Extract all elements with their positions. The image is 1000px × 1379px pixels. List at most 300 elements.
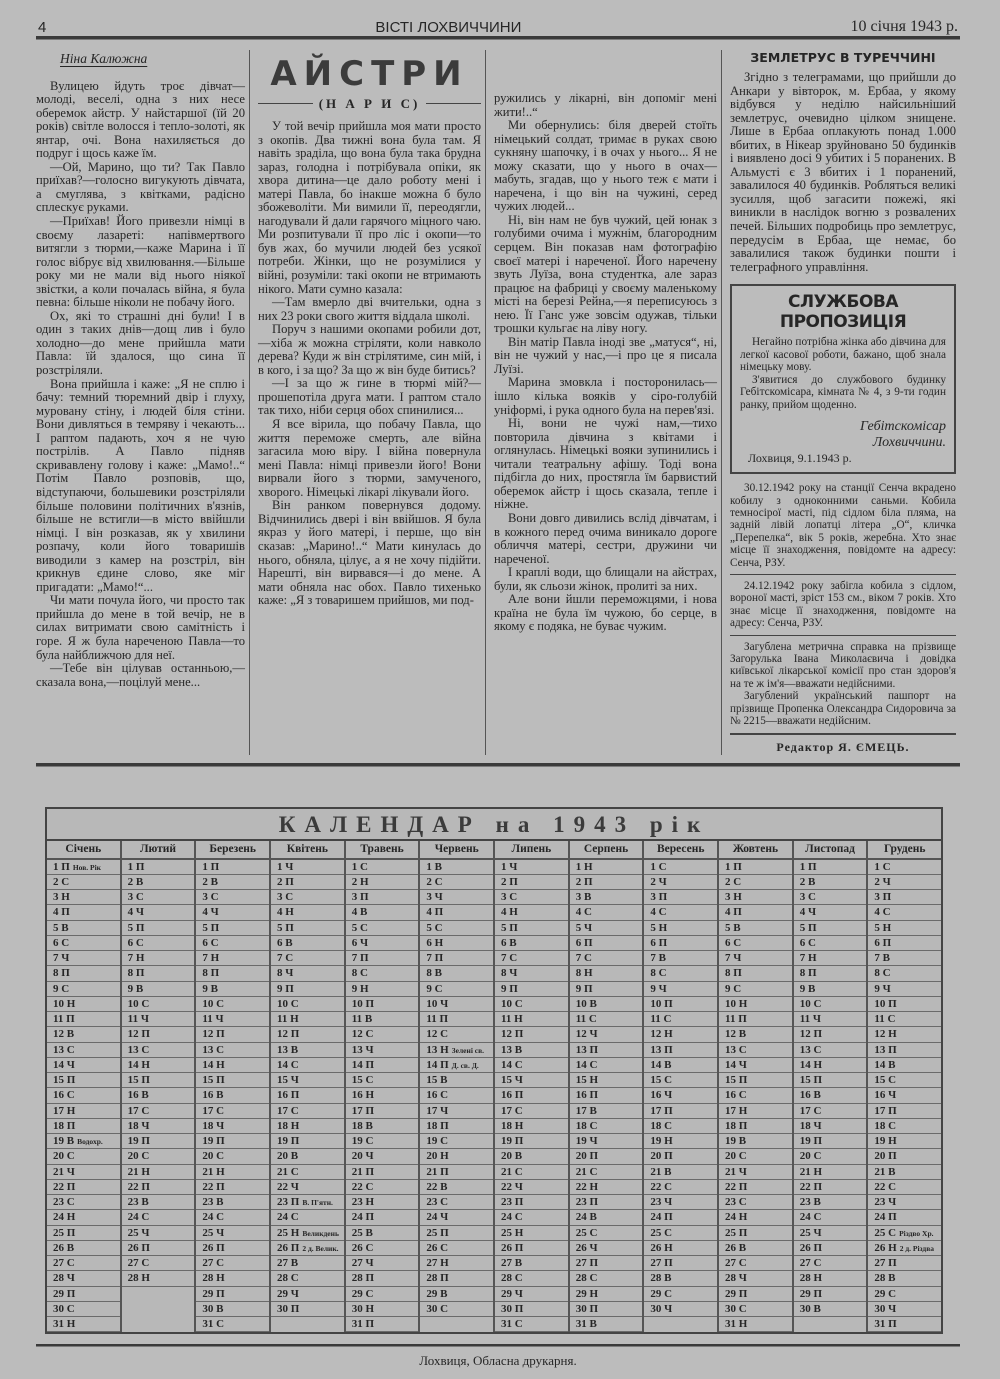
paragraph: Ні, він нам не був чужий, цей юнак з голубими очима і мужнім, благородним серцем. Він показав нам фотографію своєї матері і нареченої. Його наречену звуть Луїза, вона студентка, але зараз працює на фабриці у своєму маленькому місті на березі Рейна,—я переписуюсь з нею. Її Ганс уже зовсім одужав, тільки трошки кульгає на ліву ногу.	[494, 212, 717, 336]
notice-place-date: Лохвиця, 9.1.1943 р.	[748, 451, 852, 466]
calendar-day: 24 С	[196, 1210, 269, 1225]
calendar-day: 20 Н	[420, 1149, 493, 1164]
story-column-1	[36, 50, 250, 755]
calendar-day: 16 В	[196, 1088, 269, 1103]
calendar-day: 8 П	[196, 966, 269, 981]
calendar-day: 19 С	[420, 1134, 493, 1149]
calendar-day: 25 В	[346, 1226, 419, 1241]
calendar-day: 31 С	[196, 1317, 269, 1332]
calendar-day: 30 П	[495, 1302, 568, 1317]
calendar-day: 3 С	[196, 890, 269, 905]
calendar-day: 23 П В. П'ятн.	[271, 1195, 344, 1210]
calendar-day: 2 Ч	[644, 875, 717, 890]
footer-rule	[36, 1344, 960, 1347]
calendar-day: 16 П	[495, 1088, 568, 1103]
calendar-day: 31 В	[570, 1317, 643, 1332]
calendar-day: 14 Ч	[47, 1058, 120, 1073]
calendar-day: 17 С	[271, 1104, 344, 1119]
calendar-day: 25 С	[570, 1226, 643, 1241]
newspaper-name: ВІСТІ ЛОХВИЧЧИНИ	[375, 19, 522, 36]
masthead	[36, 18, 960, 36]
calendar-day: 27 П	[570, 1256, 643, 1271]
calendar-day: 15 С	[346, 1073, 419, 1088]
calendar-day: 12 В	[47, 1027, 120, 1042]
classified-ad: Загублена метрична справка на прізвище Загорулька Івана Миколаєвича і довідка київської лікарської комісії про стан здоров'я на те ж ім'я—вважати недійсними.	[730, 640, 956, 690]
paragraph: Ні, вони не чужі нам,—тихо повторила дівчина з квітами і оглянулась. Німецькі вояки зупинились і читали театральну афішу. Тоді вона підбігла до них, простягла їм барвистий оберемок айстр і щось сказала, тепле і ніжне.	[494, 416, 717, 512]
calendar-1943	[45, 807, 943, 1335]
calendar-day: 25 П	[719, 1226, 792, 1241]
month-name: Листопад	[794, 841, 867, 860]
calendar-empty-cell	[271, 1317, 344, 1331]
month-column	[644, 841, 719, 1333]
calendar-day: 29 Ч	[271, 1287, 344, 1302]
calendar-day: 3 Ч	[420, 890, 493, 905]
calendar-day: 25 Н	[495, 1226, 568, 1241]
calendar-day: 5 П	[794, 921, 867, 936]
calendar-day: 2 В	[794, 875, 867, 890]
calendar-day: 7 Н	[794, 951, 867, 966]
month-column	[719, 841, 794, 1333]
calendar-day: 30 Ч	[644, 1302, 717, 1317]
calendar-day: 3 П	[346, 890, 419, 905]
calendar-day: 12 П	[271, 1027, 344, 1042]
calendar-day: 29 С	[644, 1287, 717, 1302]
calendar-day: 9 Ч	[644, 982, 717, 997]
calendar-day: 1 В	[420, 860, 493, 875]
calendar-day: 11 Н	[495, 1012, 568, 1027]
calendar-day: 7 Н	[196, 951, 269, 966]
calendar-day: 20 В	[495, 1149, 568, 1164]
calendar-day: 7 П	[420, 951, 493, 966]
calendar-day: 20 В	[271, 1149, 344, 1164]
calendar-day: 16 С	[420, 1088, 493, 1103]
paragraph: Він матір Павла іноді зве „матуся“, ні, він не чужий у нас,—і про це я писала Луїзі.	[494, 334, 717, 376]
calendar-day: 8 С	[868, 966, 941, 981]
calendar-day: 19 П	[271, 1134, 344, 1149]
calendar-day: 15 Ч	[495, 1073, 568, 1088]
calendar-day: 7 Ч	[47, 951, 120, 966]
right-column	[730, 50, 956, 755]
calendar-day: 11 П	[47, 1012, 120, 1027]
calendar-day: 28 Н	[122, 1271, 195, 1286]
month-name: Грудень	[868, 841, 941, 860]
calendar-day: 11 Ч	[196, 1012, 269, 1027]
calendar-day: 19 П	[495, 1134, 568, 1149]
calendar-day: 29 С	[346, 1287, 419, 1302]
calendar-day: 14 П	[346, 1058, 419, 1073]
subtitle-frame	[258, 96, 481, 112]
calendar-day: 7 С	[495, 951, 568, 966]
calendar-day: 30 Ч	[868, 1302, 941, 1317]
calendar-day: 21 С	[570, 1165, 643, 1180]
separator	[730, 733, 956, 735]
calendar-day: 26 С	[346, 1241, 419, 1256]
calendar-day: 27 П	[644, 1256, 717, 1271]
calendar-day: 16 Ч	[868, 1088, 941, 1103]
calendar-day: 21 П	[346, 1165, 419, 1180]
calendar-day: 19 П	[794, 1134, 867, 1149]
calendar-empty-cell	[122, 1287, 195, 1301]
calendar-day: 31 С	[495, 1317, 568, 1332]
calendar-day: 2 П	[570, 875, 643, 890]
classified-ad: Загублений український пашпорт на прізвище Пропенка Олександра Сидоровича за № 2215—вважати недійсним.	[730, 690, 956, 728]
calendar-day: 10 С	[196, 997, 269, 1012]
calendar-day: 31 П	[346, 1317, 419, 1332]
calendar-day: 27 С	[47, 1256, 120, 1271]
paragraph: —Тебе він цілував останньою,—сказала вона,—поцілуй мене...	[36, 661, 245, 689]
calendar-day: 30 В	[794, 1302, 867, 1317]
calendar-day: 23 В	[196, 1195, 269, 1210]
paragraph: Чи мати почула його, чи просто так прийшла до мене в той вечір, не в силах витримати свою самітність і горе. Я ж була нареченою Павла—то була найближчою для неї.	[36, 593, 245, 662]
month-column	[346, 841, 421, 1333]
calendar-day: 20 С	[122, 1149, 195, 1164]
calendar-day: 8 В	[420, 966, 493, 981]
calendar-day: 30 С	[719, 1302, 792, 1317]
calendar-day: 26 П	[794, 1241, 867, 1256]
calendar-day: 1 П	[196, 860, 269, 875]
calendar-day: 23 В	[122, 1195, 195, 1210]
calendar-day: 26 Ч	[570, 1241, 643, 1256]
calendar-day: 22 С	[868, 1180, 941, 1195]
calendar-day: 16 В	[794, 1088, 867, 1103]
calendar-day: 22 Ч	[271, 1180, 344, 1195]
calendar-day: 28 В	[644, 1271, 717, 1286]
calendar-day: 23 В	[794, 1195, 867, 1210]
calendar-day: 5 Н	[868, 921, 941, 936]
notice-signature: Лохвиччини.	[872, 435, 946, 451]
paragraph: ружились у лікарні, він допоміг мені жити!..“	[494, 91, 717, 119]
calendar-day: 31 Н	[47, 1317, 120, 1332]
calendar-day: 9 С	[420, 982, 493, 997]
calendar-day: 15 В	[420, 1073, 493, 1088]
calendar-day: 28 В	[868, 1271, 941, 1286]
calendar-day: 5 П	[196, 921, 269, 936]
calendar-day: 22 П	[719, 1180, 792, 1195]
calendar-day: 9 П	[570, 982, 643, 997]
paragraph: Марина змовкла і посторонилась—ішло кілька вояків у сіро-голубій уніформі, і рука одного була на перев'язі.	[494, 375, 717, 417]
calendar-day: 21 С	[271, 1165, 344, 1180]
paragraph: Вулицею йдуть троє дівчат—молоді, веселі, одна з них несе оберемок айстр. У найстаршої (їй 20 років) світле волосся і тепло-золоті, як янтар, очі. Вона нахиляється до подруг і щось каже їм.	[36, 78, 245, 161]
calendar-day: 2 Ч	[868, 875, 941, 890]
month-column	[47, 841, 122, 1333]
calendar-day: 20 Ч	[346, 1149, 419, 1164]
calendar-day: 27 В	[495, 1256, 568, 1271]
calendar-day: 18 В	[346, 1119, 419, 1134]
calendar-day: 13 С	[122, 1043, 195, 1058]
calendar-day: 13 П	[868, 1043, 941, 1058]
calendar-day: 24 Н	[719, 1210, 792, 1225]
calendar-day: 6 Н	[420, 936, 493, 951]
calendar-day: 20 С	[47, 1149, 120, 1164]
calendar-day: 25 С	[644, 1226, 717, 1241]
calendar-day: 30 С	[420, 1302, 493, 1317]
calendar-day: 4 Ч	[794, 905, 867, 920]
holiday-note: В. П'ятн.	[302, 1198, 333, 1208]
calendar-day: 15 Н	[570, 1073, 643, 1088]
calendar-day: 18 Н	[271, 1119, 344, 1134]
calendar-day: 28 Ч	[719, 1271, 792, 1286]
calendar-day: 15 С	[644, 1073, 717, 1088]
calendar-day: 4 С	[644, 905, 717, 920]
calendar-day: 29 П	[47, 1287, 120, 1302]
calendar-day: 14 В	[868, 1058, 941, 1073]
story-column-2	[258, 50, 486, 755]
holiday-note: Великдень	[302, 1228, 339, 1238]
calendar-day: 28 П	[346, 1271, 419, 1286]
calendar-day: 22 Н	[570, 1180, 643, 1195]
month-name: Березень	[196, 841, 269, 860]
calendar-day: 28 Ч	[47, 1271, 120, 1286]
classified-ad: 24.12.1942 року забігла кобила з сідлом, вороної масті, зріст 153 см., віком 7 років. Хто знає місце її знаходження, повідомте на адресу: Сенча, РЗУ.	[730, 580, 956, 630]
calendar-day: 16 С	[47, 1088, 120, 1103]
calendar-day: 19 С	[346, 1134, 419, 1149]
paragraph: Я все вірила, що побачу Павла, що життя переможе смерть, але війна загасила мою віру. І війна повернула мені Павла: німці привезли його! Вони вирвали його з тюрми, замученого, хворого. Німецькі лікарі лікували його.	[258, 417, 481, 499]
paragraph: Ох, які то страшні дні були! І в один з таких днів—дощ лив і було холодно—до мене прийшла мати Павла: їй здалося, що сина її розстріляли.	[36, 308, 245, 378]
calendar-day: 30 Н	[346, 1302, 419, 1317]
calendar-day: 29 П	[196, 1287, 269, 1302]
calendar-day: 13 С	[719, 1043, 792, 1058]
calendar-day: 11 С	[570, 1012, 643, 1027]
holiday-note: Зелені св.	[451, 1045, 485, 1055]
calendar-day: 27 С	[196, 1256, 269, 1271]
calendar-day: 3 П	[868, 890, 941, 905]
calendar-day: 7 С	[570, 951, 643, 966]
calendar-day: 1 Ч	[271, 860, 344, 875]
calendar-day: 9 П	[495, 982, 568, 997]
calendar-day: 2 С	[420, 875, 493, 890]
month-name: Червень	[420, 841, 493, 860]
calendar-day: 17 Ч	[420, 1104, 493, 1119]
calendar-day: 1 П	[719, 860, 792, 875]
paragraph: Вони довго дивились вслід дівчатам, і в кожного перед очима виникало дороге обличчя матері, сестри, дружини чи нареченої.	[494, 510, 717, 566]
calendar-day: 21 В	[644, 1165, 717, 1180]
calendar-grid	[47, 841, 941, 1333]
calendar-day: 18 С	[868, 1119, 941, 1134]
calendar-day: 9 В	[196, 982, 269, 997]
calendar-day: 10 П	[868, 997, 941, 1012]
calendar-day: 4 Ч	[122, 905, 195, 920]
calendar-day: 18 П	[420, 1119, 493, 1134]
calendar-day: 7 Ч	[719, 951, 792, 966]
holiday-note: 2 д. Різдва	[899, 1243, 935, 1253]
calendar-day: 16 В	[122, 1088, 195, 1103]
calendar-day: 28 П	[420, 1271, 493, 1286]
articles-section	[36, 50, 960, 755]
calendar-day: 7 В	[868, 951, 941, 966]
calendar-day: 18 Ч	[196, 1119, 269, 1134]
calendar-day: 24 С	[794, 1210, 867, 1225]
calendar-day: 2 Н	[346, 875, 419, 890]
month-column	[495, 841, 570, 1333]
calendar-day: 25 С Різдво Хр.	[868, 1226, 941, 1241]
page-number: 4	[38, 19, 47, 36]
calendar-day: 27 В	[271, 1256, 344, 1271]
calendar-day: 9 В	[122, 982, 195, 997]
calendar-day: 16 Ч	[644, 1088, 717, 1103]
calendar-day: 23 С	[719, 1195, 792, 1210]
calendar-day: 6 С	[719, 936, 792, 951]
calendar-day: 24 П	[868, 1210, 941, 1225]
calendar-day: 19 Ч	[570, 1134, 643, 1149]
calendar-day: 24 В	[570, 1210, 643, 1225]
calendar-day: 11 Ч	[794, 1012, 867, 1027]
calendar-day: 25 Н Великдень	[271, 1226, 344, 1241]
calendar-day: 24 П	[346, 1210, 419, 1225]
month-name: Січень	[47, 841, 120, 860]
calendar-day: 29 В	[420, 1287, 493, 1302]
calendar-day: 9 С	[719, 982, 792, 997]
calendar-day: 11 С	[868, 1012, 941, 1027]
calendar-day: 29 Н	[570, 1287, 643, 1302]
calendar-day: 18 Ч	[794, 1119, 867, 1134]
calendar-day: 24 С	[271, 1210, 344, 1225]
calendar-day: 1 П	[794, 860, 867, 875]
calendar-day: 12 Ч	[570, 1027, 643, 1042]
calendar-day: 17 П	[644, 1104, 717, 1119]
calendar-day: 10 Н	[47, 997, 120, 1012]
calendar-day: 2 П	[495, 875, 568, 890]
calendar-day: 17 С	[196, 1104, 269, 1119]
calendar-day: 25 Ч	[122, 1226, 195, 1241]
calendar-day: 11 В	[346, 1012, 419, 1027]
calendar-day: 24 С	[122, 1210, 195, 1225]
calendar-day: 20 С	[794, 1149, 867, 1164]
notice-title: СЛУЖБОВА ПРОПОЗИЦІЯ	[779, 292, 907, 333]
calendar-day: 12 В	[719, 1027, 792, 1042]
calendar-day: 16 С	[719, 1088, 792, 1103]
calendar-day: 4 П	[719, 905, 792, 920]
holiday-note: Нов. Рік	[72, 862, 101, 872]
month-name: Липень	[495, 841, 568, 860]
calendar-day: 13 В	[271, 1043, 344, 1058]
calendar-day: 10 П	[644, 997, 717, 1012]
calendar-day: 23 Н	[346, 1195, 419, 1210]
calendar-day: 21 Н	[122, 1165, 195, 1180]
issue-date: 10 січня 1943 р.	[850, 18, 958, 35]
paragraph: Він ранком повернувся додому. Відчинились двері і він ввійшов. Я була якраз у його матері, і перше, що він сказав: „Марино!..“ Мати кинулась до нього, обняла, цілує, а я не хочу підійти. Нарешті, він вирвався—і до мене. А мати обняла нас обох. Павло тихенько каже: „Я з товаришем прийшов, ми под-	[258, 498, 481, 608]
notice-signature: Гебітскомісар	[860, 419, 946, 435]
calendar-day: 3 С	[495, 890, 568, 905]
calendar-day: 30 П	[570, 1302, 643, 1317]
calendar-day: 11 Ч	[122, 1012, 195, 1027]
calendar-day: 21 П	[420, 1165, 493, 1180]
calendar-day: 30 П	[271, 1302, 344, 1317]
calendar-day: 13 С	[794, 1043, 867, 1058]
calendar-day: 3 С	[794, 890, 867, 905]
calendar-day: 4 С	[570, 905, 643, 920]
calendar-day: 17 С	[495, 1104, 568, 1119]
calendar-day: 1 П	[122, 860, 195, 875]
calendar-day: 16 П	[271, 1088, 344, 1103]
calendar-day: 2 С	[719, 875, 792, 890]
calendar-day: 10 В	[570, 997, 643, 1012]
calendar-day: 6 С	[122, 936, 195, 951]
calendar-day: 6 В	[271, 936, 344, 951]
calendar-day: 15 П	[47, 1073, 120, 1088]
calendar-day: 12 П	[794, 1027, 867, 1042]
calendar-day: 14 С	[495, 1058, 568, 1073]
calendar-day: 31 Н	[719, 1317, 792, 1332]
calendar-day: 4 Ч	[196, 905, 269, 920]
calendar-day: 12 П	[495, 1027, 568, 1042]
calendar-day: 5 П	[495, 921, 568, 936]
calendar-day: 9 Ч	[868, 982, 941, 997]
calendar-day: 13 С	[47, 1043, 120, 1058]
quake-article	[730, 71, 956, 274]
calendar-day: 14 В	[644, 1058, 717, 1073]
masthead-rule	[36, 36, 960, 40]
calendar-day: 22 П	[122, 1180, 195, 1195]
calendar-day: 14 Н	[122, 1058, 195, 1073]
calendar-day: 24 Ч	[420, 1210, 493, 1225]
calendar-day: 28 С	[495, 1271, 568, 1286]
calendar-day: 1 П Нов. Рік	[47, 860, 120, 875]
calendar-day: 21 С	[495, 1165, 568, 1180]
month-column	[271, 841, 346, 1333]
calendar-day: 23 С	[420, 1195, 493, 1210]
printer-imprint: Лохвиця, Обласна друкарня.	[419, 1353, 577, 1369]
calendar-day: 7 П	[346, 951, 419, 966]
paragraph: —Приїхав! Його привезли німці в своєму лазареті: напівмертвого витягли з тюрми,—каже Марина і її голос вібрує від хвилювання.—Більше року ми не мали від нього ніякої звістки, а коли почалась війна, я була певна: більше ніколи не побачу його.	[36, 214, 245, 310]
calendar-day: 22 П	[47, 1180, 120, 1195]
calendar-day: 22 П	[794, 1180, 867, 1195]
holiday-note: Водохр.	[77, 1137, 103, 1147]
calendar-empty-cell	[122, 1301, 195, 1315]
calendar-empty-cell	[794, 1317, 867, 1331]
calendar-day: 4 П	[420, 905, 493, 920]
holiday-note: 2 д. Велик.	[302, 1243, 339, 1253]
story-author: Ніна Калюжна	[60, 51, 148, 66]
month-column	[420, 841, 495, 1333]
calendar-day: 15 Ч	[271, 1073, 344, 1088]
calendar-day: 16 Н	[346, 1088, 419, 1103]
month-column	[122, 841, 197, 1333]
paragraph: Вона прийшла і каже: „Я не сплю і бачу: темний тюремний двір і глуху, муровану стіну, і людей біля стіни. Вони дивляться в темряву і чекають... І раптом падають, хоч я не чую пострілів. А Павло підняв скривавлену голову і каже: „Мамо!..“ Потім Павло розповів, що, відступаючи, большевики розстріляли більше половини політичних в'язнів, більше не встигли—в місто ввійшли німці. І він розказав, як у хвилини розпачу, коли його товаришів виводили з камер на розстріл, він крикнув єдине слово, яке міг пригадати: „Мамо!“...	[36, 376, 245, 594]
calendar-day: 3 В	[570, 890, 643, 905]
calendar-day: 8 С	[346, 966, 419, 981]
calendar-day: 10 С	[271, 997, 344, 1012]
month-column	[196, 841, 271, 1333]
calendar-day: 13 В	[495, 1043, 568, 1058]
calendar-day: 11 С	[644, 1012, 717, 1027]
calendar-day: 21 Н	[196, 1165, 269, 1180]
calendar-day: 20 П	[570, 1149, 643, 1164]
calendar-day: 10 С	[122, 997, 195, 1012]
calendar-day: 14 С	[271, 1058, 344, 1073]
calendar-day: 30 С	[47, 1302, 120, 1317]
calendar-day: 9 П	[271, 982, 344, 997]
calendar-day: 3 С	[122, 890, 195, 905]
notice-text: З'явитися до службового будинку Гебітскомісара, кімната № 4, з 9-ти годин ранку, прийом щоденно.	[740, 373, 946, 411]
calendar-day: 24 С	[495, 1210, 568, 1225]
calendar-day: 27 П	[868, 1256, 941, 1271]
calendar-day: 14 П Д. св. Д.	[420, 1058, 493, 1073]
calendar-day: 29 Ч	[495, 1287, 568, 1302]
calendar-empty-cell	[644, 1317, 717, 1331]
calendar-day: 29 П	[794, 1287, 867, 1302]
holiday-note: Різдво Хр.	[899, 1228, 934, 1238]
calendar-day: 13 С	[196, 1043, 269, 1058]
calendar-day: 27 Н	[420, 1256, 493, 1271]
calendar-empty-cell	[122, 1315, 195, 1329]
calendar-day: 7 В	[644, 951, 717, 966]
calendar-day: 26 П	[495, 1241, 568, 1256]
calendar-day: 13 П	[644, 1043, 717, 1058]
calendar-day: 8 П	[719, 966, 792, 981]
calendar-day: 19 Н	[868, 1134, 941, 1149]
calendar-day: 7 С	[271, 951, 344, 966]
calendar-day: 9 Н	[346, 982, 419, 997]
